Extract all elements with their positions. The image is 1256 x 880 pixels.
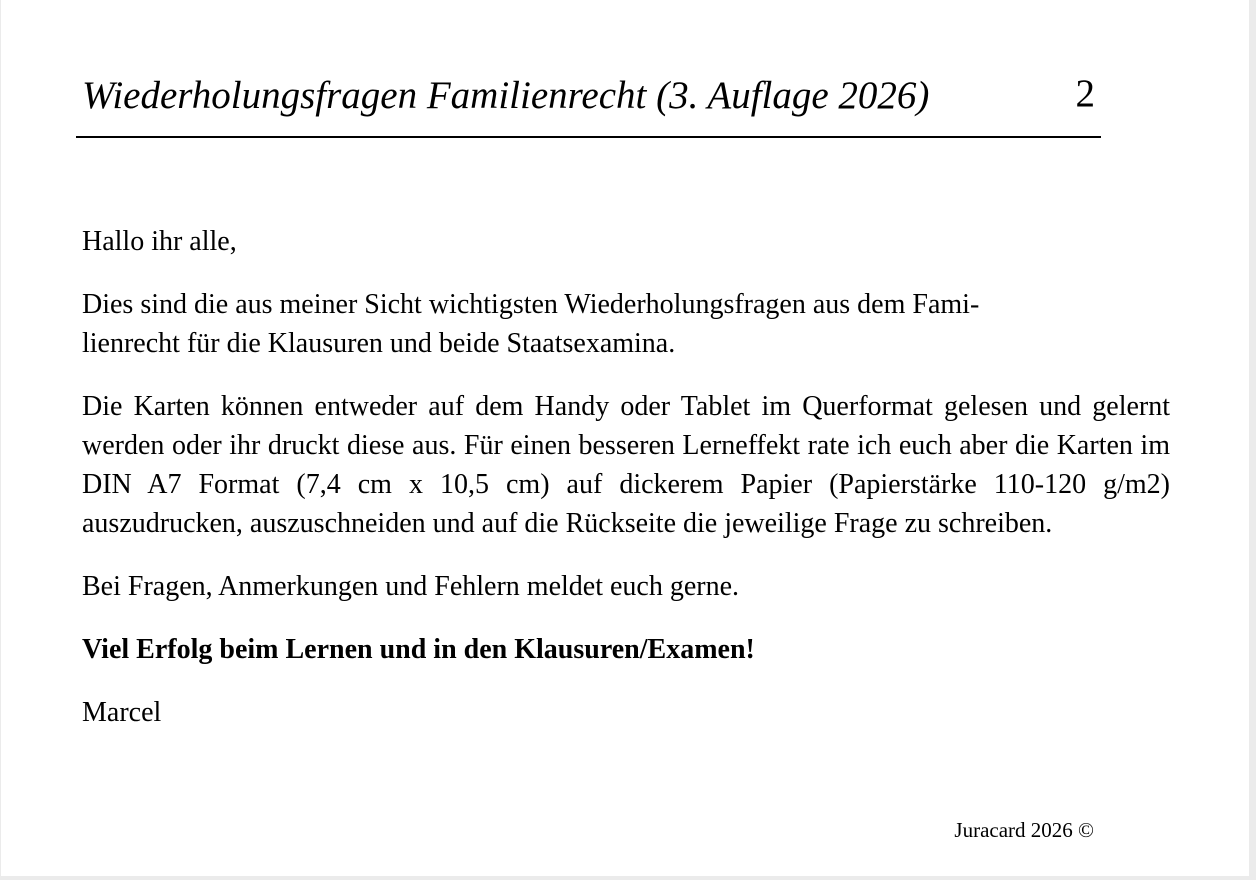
letter-body xyxy=(82,222,1170,756)
instructions-paragraph: Die Karten können entweder auf dem Handy oder Tablet im Querformat gelesen und gelernt werden oder ihr druckt diese aus. Für einen besseren Lerneffekt rate ich euch aber die Karten im DIN A7 Format (7,4 cm x 10,5 cm) auf dickerem Papier (Papierstärke 110-120 g/m2) auszudrucken, auszuschneiden und auf die Rückseite die jeweilige Frage zu schreiben. xyxy=(82,391,1170,539)
greeting: Hallo ihr alle, xyxy=(82,226,237,257)
intro-paragraph: Dies sind die aus meiner Sicht wichtigsten Wiederholungsfragen aus dem Fami- lienrecht für die Klausuren und beide Staatsexamina. xyxy=(82,289,980,359)
signature: Marcel xyxy=(82,697,162,728)
closing-wish: Viel Erfolg beim Lernen und in den Klausuren/Examen! xyxy=(82,634,755,665)
document-title: Wiederholungsfragen Familienrecht (3. Auflage 2026) xyxy=(82,74,930,117)
document-page xyxy=(1,0,1249,876)
page-number: 2 xyxy=(1075,72,1095,115)
footer-copyright: Juracard 2026 © xyxy=(954,818,1094,842)
contact-paragraph: Bei Fragen, Anmerkungen und Fehlern meldet euch gerne. xyxy=(82,571,740,602)
page-header xyxy=(76,64,1101,138)
